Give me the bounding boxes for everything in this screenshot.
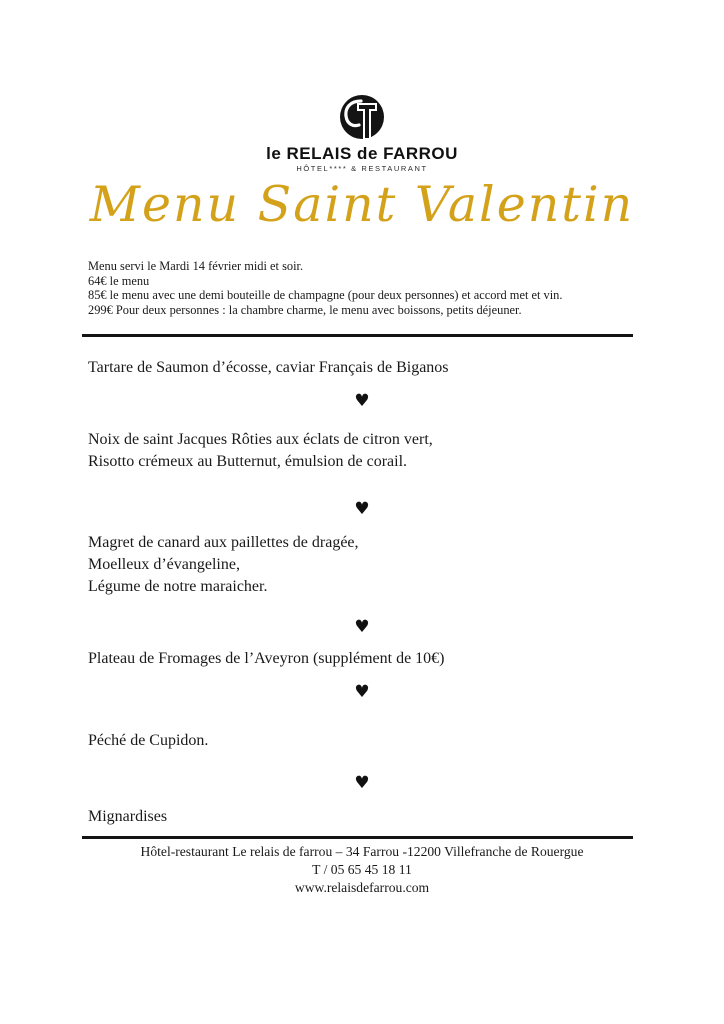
course-duck bbox=[88, 532, 664, 598]
footer-address: Hôtel-restaurant Le relais de farrou – 34 Farrou -12200 Villefranche de Rouergue bbox=[140, 844, 584, 859]
footer-phone: T / 05 65 45 18 11 bbox=[312, 862, 412, 877]
course-line: Noix de saint Jacques Rôties aux éclats de citron vert, bbox=[88, 431, 433, 448]
intro-line: 64€ le menu bbox=[88, 273, 150, 288]
brand-name: le RELAIS de FARROU bbox=[266, 144, 458, 163]
course-line: Plateau de Fromages de l’Aveyron (supplément de 10€) bbox=[88, 650, 445, 667]
footer-website: www.relaisdefarrou.com bbox=[294, 880, 430, 895]
top-divider bbox=[82, 334, 633, 337]
heart-icon: ♥ bbox=[354, 773, 370, 793]
logo-block bbox=[0, 94, 724, 151]
intro-line: 299€ Pour deux personnes : la chambre charme, le menu avec boissons, petits déjeuner. bbox=[88, 302, 522, 317]
course-line: Légume de notre maraicher. bbox=[88, 578, 268, 595]
intro-block bbox=[88, 259, 664, 317]
course-line: Risotto crémeux au Butternut, émulsion de corail. bbox=[88, 453, 408, 470]
heart-icon: ♥ bbox=[354, 617, 370, 637]
course-dessert bbox=[88, 730, 664, 752]
course-line: Magret de canard aux paillettes de dragée, bbox=[88, 534, 359, 551]
course-scallops bbox=[88, 429, 664, 473]
course-starter bbox=[88, 357, 664, 379]
bottom-divider bbox=[82, 836, 633, 839]
heart-icon: ♥ bbox=[354, 682, 370, 702]
heart-icon: ♥ bbox=[354, 391, 370, 411]
course-mignardises bbox=[88, 806, 664, 828]
course-line: Tartare de Saumon d’écosse, caviar Français de Biganos bbox=[88, 359, 449, 376]
heart-icon: ♥ bbox=[354, 499, 370, 519]
intro-line: Menu servi le Mardi 14 février midi et soir. bbox=[88, 259, 304, 273]
brand-subtitle: HÔTEL**** & RESTAURANT bbox=[296, 164, 428, 173]
page-title: Menu Saint Valentin bbox=[89, 176, 635, 233]
course-cheese bbox=[88, 648, 664, 670]
course-line: Mignardises bbox=[88, 808, 168, 825]
course-line: Moelleux d’évangeline, bbox=[88, 556, 240, 573]
footer-block bbox=[0, 843, 724, 897]
intro-line: 85€ le menu avec une demi bouteille de champagne (pour deux personnes) et accord met et vin. bbox=[88, 288, 563, 303]
course-line: Péché de Cupidon. bbox=[88, 732, 209, 749]
